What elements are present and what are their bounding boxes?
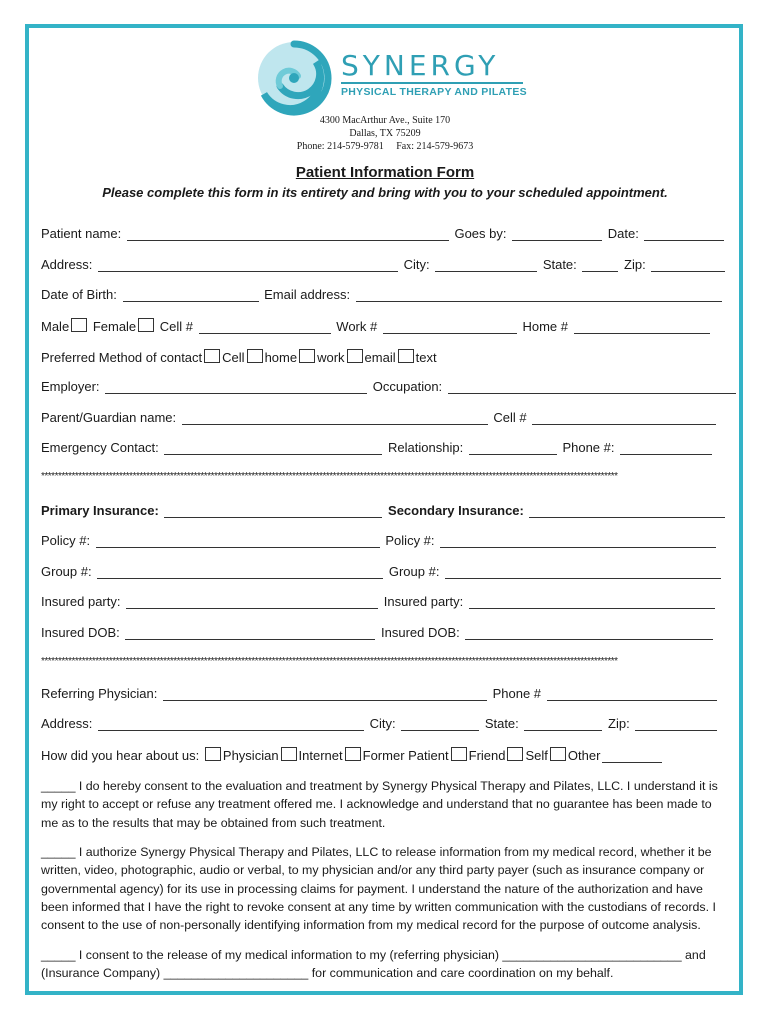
primary-insurance-label: Primary Insurance: [41,503,159,518]
insurance-row [41,503,727,518]
preferred-contact-row [41,349,437,365]
contact-work-checkbox[interactable] [299,349,315,363]
source-other-label: Other [567,748,601,763]
consent-release: _____ I authorize Synergy Physical Therapy and Pilates, LLC to release information from my medical record, whether it be written, video, photographic, audio or verbal, to my physician and/or any third party payer (such as insurance company or governmental agency) for its use in processing claims for payment. I understand the nature of the authorization and have been informed that I have the right to revoke consent at any time by written communication with the custodians of records. I consent to the use of non-personally identifying information from my medical record for the purpose of outcome analysis. [41,845,716,933]
dob-email-row [41,287,724,302]
physician-field[interactable] [163,688,487,701]
patient-name-label: Patient name: [41,226,122,241]
secondary-group-field[interactable] [445,566,721,579]
source-former-patient-checkbox[interactable] [345,747,361,761]
date-label: Date: [607,226,639,241]
secondary-insured-party-field[interactable] [469,596,715,609]
source-physician-label: Physician [222,748,279,763]
work-label: Work # [336,319,378,334]
insured-party-row [41,594,717,609]
secondary-insurance-field[interactable] [529,505,725,518]
preferred-contact-label: Preferred Method of contact [41,350,203,365]
emergency-row [41,440,714,455]
female-label: Female [92,319,137,334]
primary-group-field[interactable] [97,566,383,579]
physician-label: Referring Physician: [41,686,158,701]
guardian-cell-field[interactable] [532,412,716,425]
brand-tagline: PHYSICAL THERAPY AND PILATES [341,86,527,98]
hear-about-label: How did you hear about us: [41,748,200,763]
emergency-phone-field[interactable] [620,442,712,455]
clinic-phone: Phone: 214-579-9781 [296,141,384,152]
contact-home-label: home [264,350,298,365]
contact-text-label: text [415,350,437,365]
clinic-fax: Fax: 214-579-9673 [396,141,474,152]
secondary-policy-label: Policy #: [385,533,435,548]
physician-city-field[interactable] [401,718,479,731]
guardian-row [41,410,718,425]
primary-insured-party-field[interactable] [126,596,378,609]
physician-address-field[interactable] [98,718,364,731]
consent-coordination: _____ I consent to the release of my medical information to my (referring physician) __________________________ and (Insurance Company) _____________________ for communication and care coordination on my behalf. [41,948,706,981]
section-divider: ************************************************************************************************************************************************************************** [41,471,618,482]
insured-dob-row [41,625,715,640]
secondary-group-label: Group #: [388,564,440,579]
clinic-contact [0,140,770,153]
gender-phone-row [41,318,712,334]
brand-divider [341,82,523,84]
secondary-policy-field[interactable] [440,535,716,548]
source-physician-checkbox[interactable] [205,747,221,761]
form-instructions: Please complete this form in its entirety and bring with you to your scheduled appointment. [102,185,668,200]
physician-address-row [41,716,719,731]
contact-work-label: work [317,350,345,365]
occupation-field[interactable] [448,381,736,394]
cell-field[interactable] [199,321,331,334]
physician-city-label: City: [369,716,396,731]
female-checkbox[interactable] [138,318,154,332]
physician-zip-label: Zip: [608,716,630,731]
address-field[interactable] [98,259,398,272]
physician-address-label: Address: [41,716,93,731]
source-friend-label: Friend [468,748,506,763]
employer-label: Employer: [41,379,100,394]
emergency-field[interactable] [164,442,382,455]
source-other-field[interactable] [602,750,662,763]
physician-zip-field[interactable] [635,718,717,731]
zip-label: Zip: [624,257,646,272]
physician-state-label: State: [484,716,519,731]
source-internet-label: Internet [298,748,343,763]
patient-name-row [41,226,726,241]
emergency-phone-label: Phone #: [562,440,615,455]
emergency-label: Emergency Contact: [41,440,159,455]
employer-row [41,379,738,394]
contact-cell-checkbox[interactable] [204,349,220,363]
source-former-patient-label: Former Patient [362,748,449,763]
guardian-label: Parent/Guardian name: [41,410,177,425]
physician-row [41,686,719,701]
source-internet-checkbox[interactable] [281,747,297,761]
primary-insurance-field[interactable] [164,505,382,518]
email-label: Email address: [264,287,351,302]
primary-group-label: Group #: [41,564,92,579]
source-other-checkbox[interactable] [550,747,566,761]
home-field[interactable] [574,321,710,334]
dob-field[interactable] [123,289,259,302]
secondary-insured-dob-field[interactable] [465,627,713,640]
contact-email-checkbox[interactable] [347,349,363,363]
contact-text-checkbox[interactable] [398,349,414,363]
primary-insured-dob-field[interactable] [125,627,375,640]
contact-home-checkbox[interactable] [247,349,263,363]
physician-phone-label: Phone # [492,686,542,701]
secondary-insured-dob-label: Insured DOB: [381,625,460,640]
primary-insured-dob-label: Insured DOB: [41,625,120,640]
employer-field[interactable] [105,381,367,394]
source-friend-checkbox[interactable] [451,747,467,761]
group-row [41,564,723,579]
home-label: Home # [522,319,569,334]
zip-field[interactable] [651,259,725,272]
clinic-address-line1: 4300 MacArthur Ave., Suite 170 [319,115,451,126]
state-field[interactable] [582,259,618,272]
contact-cell-label: Cell [222,350,245,365]
address-row [41,257,727,272]
email-field[interactable] [356,289,722,302]
dob-label: Date of Birth: [41,287,117,302]
primary-policy-field[interactable] [96,535,380,548]
work-field[interactable] [383,321,517,334]
physician-state-field[interactable] [524,718,602,731]
relationship-field[interactable] [469,442,557,455]
relationship-label: Relationship: [388,440,464,455]
policy-row [41,533,718,548]
state-label: State: [542,257,577,272]
primary-insured-party-label: Insured party: [41,594,121,609]
referral-source-row [41,747,664,763]
primary-policy-label: Policy #: [41,533,91,548]
occupation-label: Occupation: [372,379,443,394]
source-self-label: Self [525,748,548,763]
secondary-insured-party-label: Insured party: [383,594,464,609]
date-field[interactable] [644,228,724,241]
source-self-checkbox[interactable] [507,747,523,761]
guardian-field[interactable] [182,412,488,425]
section-divider-2: ************************************************************************************************************************************************************************** [41,656,618,667]
form-title: Patient Information Form [295,164,475,181]
male-checkbox[interactable] [71,318,87,332]
physician-phone-field[interactable] [547,688,717,701]
contact-email-label: email [364,350,396,365]
male-label: Male [41,319,70,334]
city-label: City: [403,257,430,272]
goes-by-label: Goes by: [454,226,507,241]
address-label: Address: [41,257,93,272]
cell-label: Cell # [159,319,194,334]
consent-treatment: _____ I do hereby consent to the evaluation and treatment by Synergy Physical Therapy and Pilates, LLC. I understand it is my right to accept or refuse any treatment offered me. I acknowledge and understand that no guarantee has been made to me as to the results that may be obtained from such treatment. [41,779,718,830]
secondary-insurance-label: Secondary Insurance: [388,503,524,518]
clinic-address-line2: Dallas, TX 75209 [349,128,421,139]
guardian-cell-label: Cell # [493,410,527,425]
patient-name-field[interactable] [127,228,449,241]
city-field[interactable] [435,259,537,272]
brand-name: SYNERGY [341,49,500,82]
goes-by-field[interactable] [512,228,602,241]
